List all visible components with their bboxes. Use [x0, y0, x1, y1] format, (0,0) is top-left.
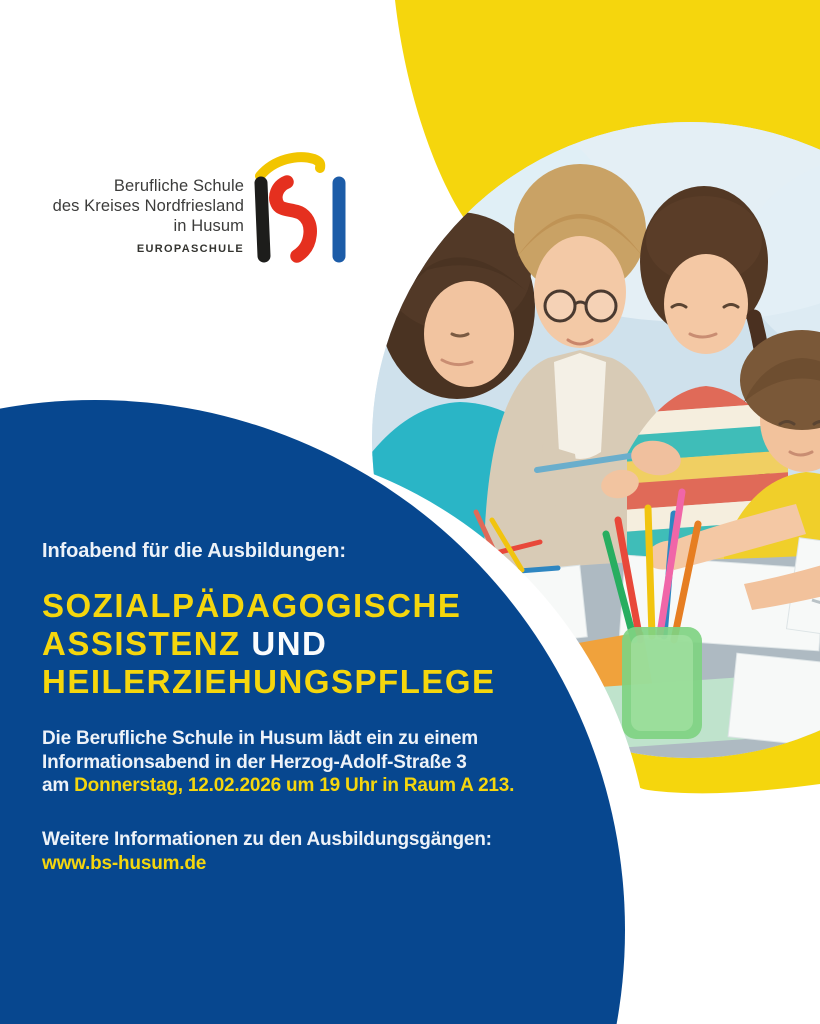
details-line3 [42, 774, 602, 798]
website-link[interactable]: www.bs-husum.de [42, 852, 207, 874]
school-name [30, 176, 244, 259]
event-date-time: Donnerstag, 12.02.2026 um 19 Uhr in Raum A 213. [74, 775, 515, 796]
headline [42, 587, 602, 701]
headline-line2 [42, 625, 602, 663]
intro-line: Infoabend für die Ausbildungen: [42, 540, 346, 562]
headline-line3: HEILERZIEHUNGSPFLEGE [42, 663, 496, 700]
school-logo-icon [250, 152, 350, 264]
info-content [42, 540, 602, 876]
more-info [42, 828, 602, 876]
headline-line2-yellow: ASSISTENZ [42, 625, 241, 662]
details-line2: Informationsabend in der Herzog-Adolf-Straße 3 [42, 751, 467, 773]
headline-line2-white: UND [251, 625, 328, 662]
headline-line1: SOZIALPÄDAGOGISCHE [42, 587, 462, 624]
school-name-line2: des Kreises Nordfriesland [52, 197, 244, 215]
details-line3-prefix: am [42, 775, 70, 796]
event-details [42, 727, 602, 798]
school-subtitle: EUROPASCHULE [136, 243, 244, 255]
school-name-line3: in Husum [173, 217, 244, 235]
more-info-label: Weitere Informationen zu den Ausbildungsgängen: [42, 828, 492, 850]
details-line1: Die Berufliche Schule in Husum lädt ein zu einem [42, 728, 478, 749]
school-name-line1: Berufliche Schule [113, 177, 244, 195]
